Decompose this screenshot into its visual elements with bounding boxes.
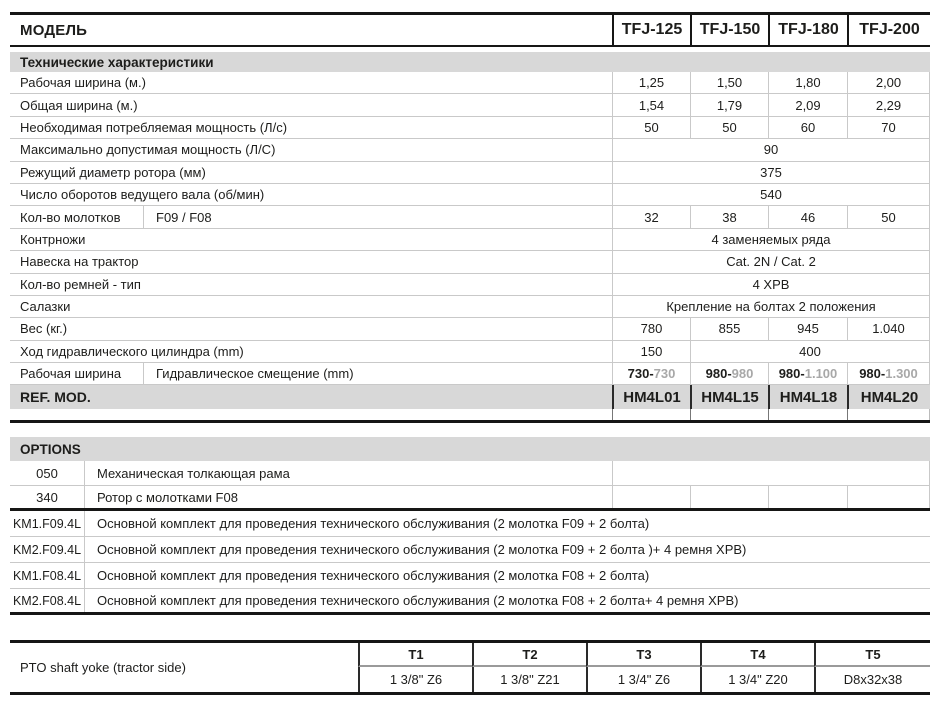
kit-description: Основной комплект для проведения технического обслуживания (2 молотка F09 + 2 болта) — [97, 516, 650, 531]
spec-value-spanned: Крепление на болтах 2 положения — [612, 296, 930, 317]
range-extended: 1.100 — [804, 366, 838, 382]
spec-row-hammer-count — [10, 206, 930, 228]
spec-value-spanned: 540 — [612, 184, 930, 205]
spec-value: 50 — [612, 117, 690, 138]
empty-cell — [690, 486, 768, 508]
spec-label: Рабочая ширина — [20, 366, 122, 382]
section-band-technical: Технические характеристики — [10, 52, 930, 72]
option-description: Ротор с молотками F08 — [97, 489, 238, 505]
kit-code: KM1.F08.4L — [10, 563, 85, 588]
pto-values-row — [358, 667, 930, 692]
model-name: TFJ-200 — [847, 15, 930, 45]
ref-mod-row — [10, 385, 930, 409]
spec-value-spanned: 4 XPB — [612, 274, 930, 295]
spec-row-shaft-rpm — [10, 184, 930, 206]
spec-table — [10, 12, 930, 423]
spec-value: 1,80 — [768, 72, 847, 93]
spec-label: Необходимая потребляемая мощность (Л/с) — [20, 119, 288, 135]
pto-value: D8x32x38 — [814, 667, 930, 692]
spec-label: Ход гидравлического цилиндра (mm) — [20, 343, 244, 359]
pto-grid — [358, 643, 930, 692]
spec-value-spanned: 90 — [612, 139, 930, 160]
spec-value-range — [768, 363, 847, 384]
spec-value-spanned: 375 — [612, 162, 930, 183]
range-main: 730- — [627, 366, 654, 382]
empty-cell — [847, 409, 930, 420]
empty-cell — [768, 409, 847, 420]
ref-mod-code: HM4L20 — [847, 385, 930, 409]
spec-label: Максимально допустимая мощность (Л/С) — [20, 142, 276, 158]
range-main: 980- — [778, 366, 805, 382]
range-extended: 1.300 — [885, 366, 918, 382]
spec-row-tractor-linkage — [10, 251, 930, 273]
empty-cell — [612, 461, 930, 485]
range-extended: 730 — [653, 366, 676, 382]
pto-column-header: T5 — [814, 643, 930, 667]
spec-label: Общая ширина (м.) — [20, 97, 138, 113]
ref-mod-code: HM4L18 — [768, 385, 847, 409]
empty-cell — [612, 486, 690, 508]
spec-value: 780 — [612, 318, 690, 339]
spec-value-range — [612, 363, 690, 384]
kit-code: KM1.F09.4L — [10, 511, 85, 536]
spec-sublabel: Гидравлическое смещение (mm) — [143, 363, 612, 384]
ref-mod-code: HM4L15 — [690, 385, 768, 409]
spec-value: 150 — [612, 341, 690, 362]
model-name: TFJ-125 — [612, 15, 690, 45]
spec-value: 2,29 — [847, 94, 930, 115]
option-row — [10, 461, 930, 486]
spec-value-spanned: Cat. 2N / Cat. 2 — [612, 251, 930, 272]
spec-value: 38 — [690, 206, 768, 227]
spec-label: Контрножи — [20, 231, 86, 247]
ref-mod-row-extension — [10, 409, 930, 423]
pto-label: PTO shaft yoke (tractor side) — [20, 660, 186, 675]
spec-value: 2,09 — [768, 94, 847, 115]
pto-value: 1 3/8" Z21 — [472, 667, 586, 692]
option-code: 050 — [10, 461, 85, 485]
spec-label: Рабочая ширина (м.) — [20, 75, 146, 91]
spec-row-cylinder-stroke — [10, 341, 930, 363]
spec-row-working-width — [10, 72, 930, 94]
range-extended: 980 — [731, 366, 754, 382]
spec-value: 1.040 — [847, 318, 930, 339]
spec-value: 60 — [768, 117, 847, 138]
spec-label: Вес (кг.) — [20, 321, 68, 337]
kit-row — [10, 537, 930, 563]
kit-row — [10, 511, 930, 537]
pto-table — [10, 640, 930, 695]
pto-value: 1 3/8" Z6 — [358, 667, 472, 692]
spec-row-counter-knives — [10, 229, 930, 251]
model-header-label: МОДЕЛЬ — [20, 21, 88, 39]
option-row — [10, 486, 930, 511]
range-main: 980- — [859, 366, 886, 382]
spec-label: Режущий диаметр ротора (мм) — [20, 164, 206, 180]
spec-value-range — [847, 363, 930, 384]
pto-value: 1 3/4" Z20 — [700, 667, 814, 692]
spec-value-spanned: 400 — [690, 341, 930, 362]
pto-column-header: T4 — [700, 643, 814, 667]
spec-value: 1,54 — [612, 94, 690, 115]
empty-cell — [847, 486, 930, 508]
spec-value: 50 — [690, 117, 768, 138]
spec-value: 32 — [612, 206, 690, 227]
pto-value: 1 3/4" Z6 — [586, 667, 700, 692]
pto-header-row — [358, 643, 930, 667]
spec-value: 1,25 — [612, 72, 690, 93]
model-name: TFJ-180 — [768, 15, 847, 45]
spec-label: Кол-во молотков — [20, 209, 121, 225]
kit-row — [10, 563, 930, 589]
empty-cell — [612, 409, 690, 420]
spec-value: 855 — [690, 318, 768, 339]
pto-column-header: T1 — [358, 643, 472, 667]
spec-row-weight — [10, 318, 930, 340]
kit-description: Основной комплект для проведения технического обслуживания (2 молотка F08 + 2 болта+ 4 ремня XPB) — [97, 593, 739, 608]
section-band-options: OPTIONS — [10, 437, 930, 461]
spec-row-required-power — [10, 117, 930, 139]
kit-code: KM2.F08.4L — [10, 589, 85, 612]
empty-cell — [690, 409, 768, 420]
option-code: 340 — [10, 486, 85, 508]
spec-value: 70 — [847, 117, 930, 138]
spec-value-spanned: 4 заменяемых ряда — [612, 229, 930, 250]
spec-value: 2,00 — [847, 72, 930, 93]
spec-label: Число оборотов ведущего вала (об/мин) — [20, 187, 265, 203]
spec-row-hydraulic-offset — [10, 363, 930, 385]
spec-value-range — [690, 363, 768, 384]
options-table — [10, 437, 930, 615]
spec-label: Навеска на трактор — [20, 254, 139, 270]
spec-label: Кол-во ремней - тип — [20, 276, 141, 292]
spec-row-belt-count — [10, 274, 930, 296]
kit-code: KM2.F09.4L — [10, 537, 85, 562]
spec-value: 1,79 — [690, 94, 768, 115]
spec-row-rotor-diameter — [10, 162, 930, 184]
spec-value: 50 — [847, 206, 930, 227]
spec-label: Салазки — [20, 299, 71, 315]
option-description: Механическая толкающая рама — [97, 465, 290, 481]
model-header-row — [10, 12, 930, 47]
spec-row-total-width — [10, 94, 930, 116]
kit-row — [10, 589, 930, 615]
pto-column-header: T2 — [472, 643, 586, 667]
kit-description: Основной комплект для проведения технического обслуживания (2 молотка F09 + 2 болта )+ 4 ремня XPB) — [97, 542, 747, 557]
model-name: TFJ-150 — [690, 15, 768, 45]
range-main: 980- — [705, 366, 732, 382]
spec-value: 945 — [768, 318, 847, 339]
ref-mod-code: HM4L01 — [612, 385, 690, 409]
pto-column-header: T3 — [586, 643, 700, 667]
spec-value: 46 — [768, 206, 847, 227]
spacer — [10, 409, 612, 420]
spec-value: 1,50 — [690, 72, 768, 93]
spec-row-skids — [10, 296, 930, 318]
empty-cell — [768, 486, 847, 508]
spec-row-max-power — [10, 139, 930, 161]
spec-sublabel: F09 / F08 — [143, 206, 612, 227]
kit-description: Основной комплект для проведения технического обслуживания (2 молотка F08 + 2 болта) — [97, 568, 650, 583]
ref-mod-label: REF. MOD. — [20, 389, 91, 406]
